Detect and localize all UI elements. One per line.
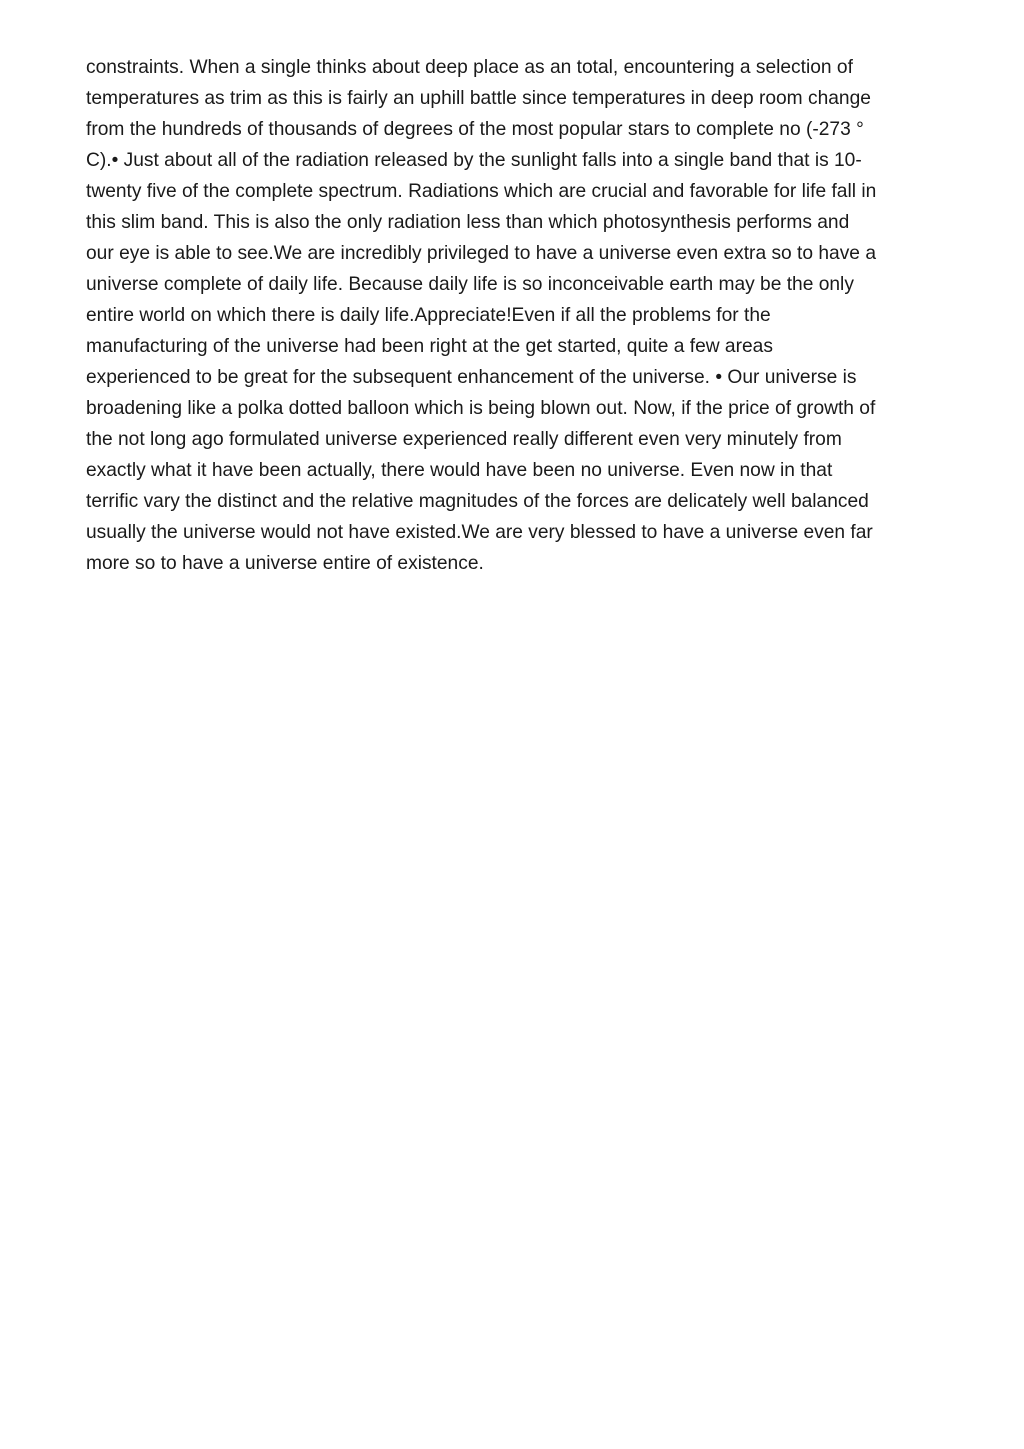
- text-line-14: exactly what it have been actually, there would have been no universe. Even now in that: [86, 460, 833, 481]
- text-line-7: our eye is able to see.We are incredibly privileged to have a universe even extra so to have a: [86, 243, 876, 264]
- text-line-4: C).• Just about all of the radiation released by the sunlight falls into a single band that is 10-: [86, 150, 862, 171]
- text-line-3: from the hundreds of thousands of degrees of the most popular stars to complete no (-273 °: [86, 119, 864, 140]
- text-line-6: this slim band. This is also the only radiation less than which photosynthesis performs and: [86, 212, 850, 233]
- text-line-12: broadening like a polka dotted balloon which is being blown out. Now, if the price of growth of: [86, 398, 876, 419]
- body-paragraph: [86, 52, 946, 579]
- text-line-10: manufacturing of the universe had been right at the get started, quite a few areas: [86, 336, 773, 357]
- text-line-13: the not long ago formulated universe experienced really different even very minutely from: [86, 429, 842, 450]
- text-line-11: experienced to be great for the subsequent enhancement of the universe. • Our universe is: [86, 367, 857, 388]
- text-line-2: temperatures as trim as this is fairly an uphill battle since temperatures in deep room change: [86, 88, 871, 109]
- text-line-1: constraints. When a single thinks about deep place as an total, encountering a selection of: [86, 57, 853, 78]
- text-line-17: more so to have a universe entire of existence.: [86, 553, 484, 574]
- text-line-9: entire world on which there is daily life.Appreciate!Even if all the problems for the: [86, 305, 771, 326]
- text-line-8: universe complete of daily life. Because daily life is so inconceivable earth may be the only: [86, 274, 854, 295]
- text-line-16: usually the universe would not have existed.We are very blessed to have a universe even far: [86, 522, 873, 543]
- text-line-15: terrific vary the distinct and the relative magnitudes of the forces are delicately well balanced: [86, 491, 869, 512]
- text-line-5: twenty five of the complete spectrum. Radiations which are crucial and favorable for life fall in: [86, 181, 877, 202]
